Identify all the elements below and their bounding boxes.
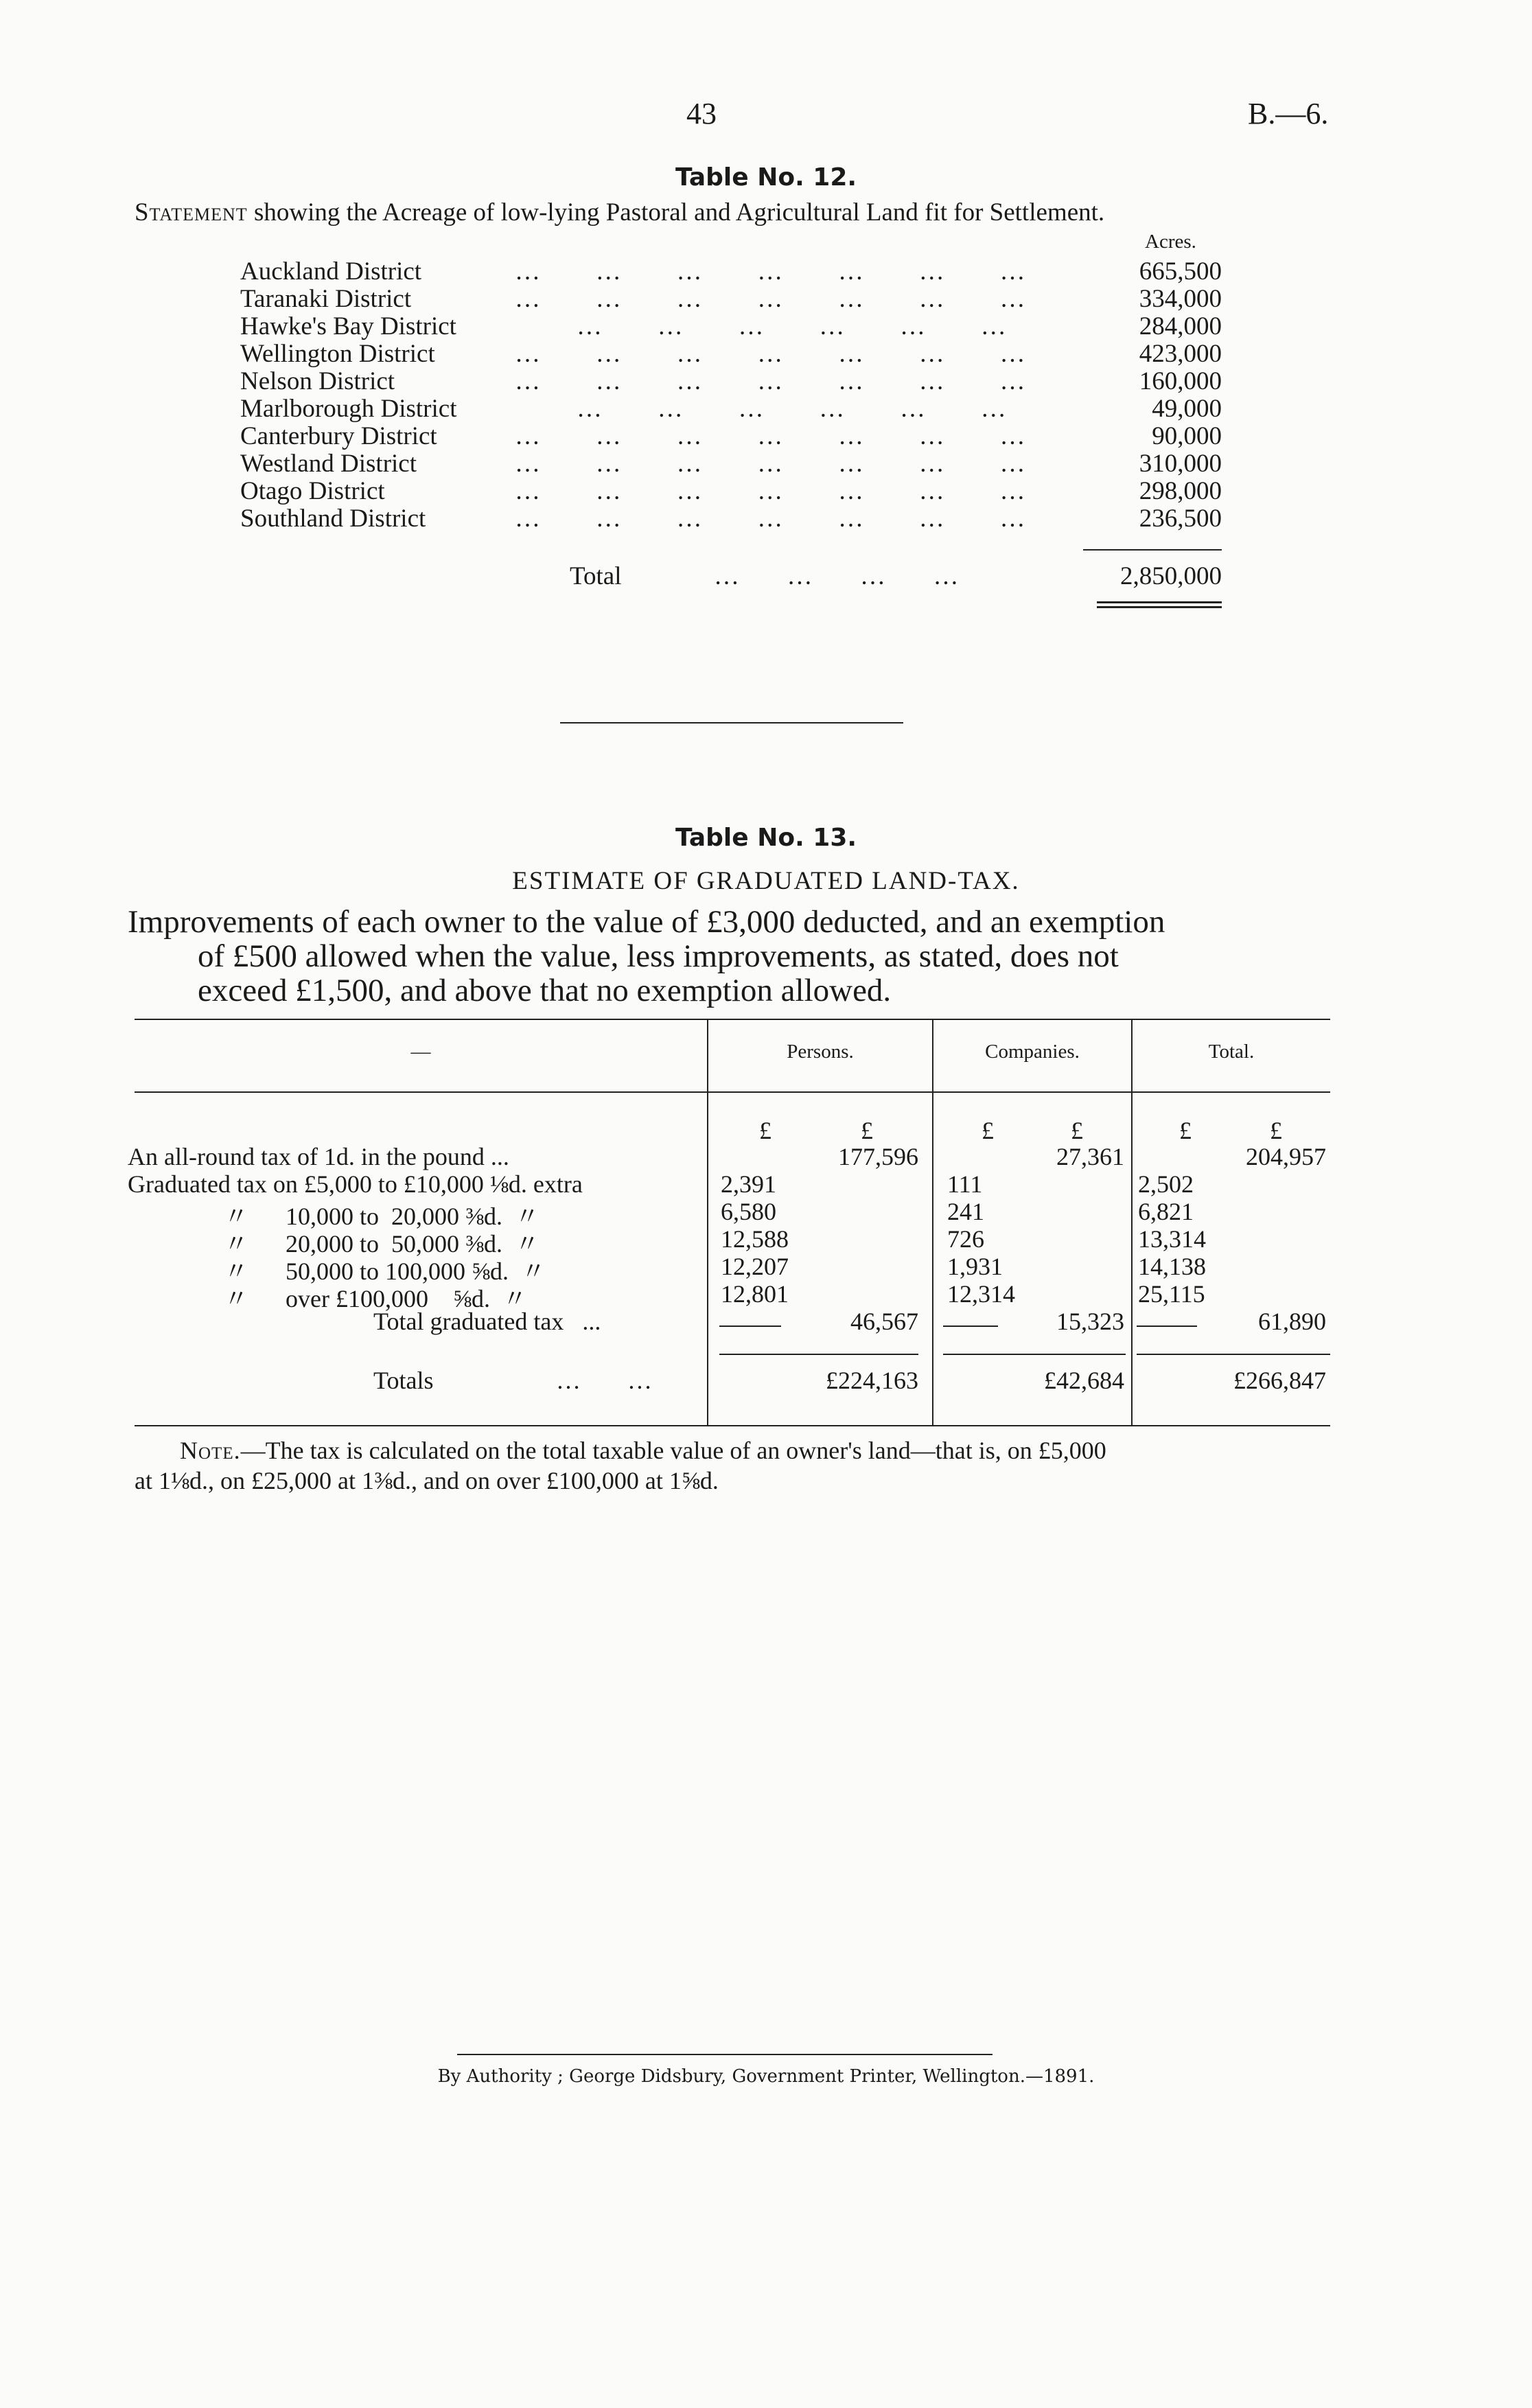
- district-acres: 423,000: [1139, 340, 1222, 368]
- totals-persons: £224,163: [826, 1367, 918, 1394]
- row-label: 〃 10,000 to 20,000 ⅜d. 〃: [224, 1203, 540, 1230]
- district-acres: 90,000: [1152, 422, 1222, 450]
- total-detail: 13,314: [1138, 1225, 1206, 1253]
- leader-dots: … … … … … …: [515, 312, 1008, 340]
- currency-mark: £: [982, 1117, 994, 1144]
- note-line-1: [180, 1436, 1106, 1465]
- district-acres: 334,000: [1139, 285, 1222, 313]
- companies-amount: 27,361: [1056, 1143, 1124, 1170]
- district-row: [240, 476, 1222, 504]
- total-detail: 6,821: [1138, 1198, 1194, 1225]
- district-row: [240, 367, 1222, 394]
- table12-title: Table No. 12.: [675, 163, 857, 192]
- table13-title: Table No. 13.: [675, 824, 857, 852]
- currency-mark: £: [861, 1117, 873, 1144]
- intro-line-3: exceed £1,500, and above that no exemption allowed.: [198, 973, 892, 1008]
- row-label: An all-round tax of 1d. in the pound ...: [128, 1143, 509, 1170]
- leader-dots: … … … … … … …: [515, 422, 1027, 450]
- page-number: 43: [686, 97, 717, 130]
- statement-lead: Statement: [135, 198, 248, 227]
- district-row: [240, 339, 1222, 367]
- leader-dots: … … … … … …: [515, 395, 1008, 423]
- district-name: Otago District: [240, 477, 385, 505]
- table13-top-rule: [135, 1019, 1330, 1020]
- note-line-2: at 1⅛d., on £25,000 at 1⅜d., and on over £100,000 at 1⅝d.: [135, 1467, 719, 1494]
- note-lead: Note.: [180, 1437, 241, 1464]
- persons-detail: 12,588: [721, 1225, 789, 1253]
- district-row: [240, 504, 1222, 531]
- footer-rule: [457, 2054, 993, 2055]
- col-divider-3: [1131, 1020, 1133, 1425]
- district-name: Nelson District: [240, 367, 395, 395]
- companies-detail: 12,314: [947, 1280, 1015, 1308]
- district-name: Marlborough District: [240, 395, 457, 423]
- table12-sum-rule: [1083, 549, 1222, 551]
- leader-dots: … … … … … … …: [515, 477, 1027, 505]
- persons-detail: 6,580: [721, 1198, 776, 1225]
- table12-total-value: 2,850,000: [1120, 562, 1222, 590]
- district-acres: 665,500: [1139, 257, 1222, 286]
- district-row: [240, 449, 1222, 476]
- persons-detail: 12,801: [721, 1280, 789, 1308]
- district-name: Southland District: [240, 505, 426, 533]
- district-name: Hawke's Bay District: [240, 312, 456, 340]
- district-acres: 236,500: [1139, 505, 1222, 533]
- companies-header: Companies.: [985, 1041, 1080, 1063]
- district-name: Westland District: [240, 450, 417, 478]
- row-label: 〃 50,000 to 100,000 ⅝d. 〃: [224, 1258, 546, 1285]
- district-name: Auckland District: [240, 257, 422, 286]
- stub-header: —: [410, 1041, 431, 1063]
- table13-bottom-rule: [135, 1425, 1330, 1426]
- district-name: Wellington District: [240, 340, 435, 368]
- companies-amount: 15,323: [1056, 1308, 1124, 1335]
- district-name: Taranaki District: [240, 285, 412, 313]
- leader-dots: … …: [556, 1367, 653, 1394]
- companies-detail: 726: [947, 1225, 984, 1253]
- statement-rest: showing the Acreage of low-lying Pastoral and Agricultural Land fit for Settlement.: [247, 198, 1105, 227]
- companies-total-rule: [943, 1354, 1126, 1355]
- total-header: Total.: [1208, 1041, 1255, 1063]
- district-acres: 298,000: [1139, 477, 1222, 505]
- leader-dots: … … … … … … …: [515, 450, 1027, 478]
- persons-amount: 46,567: [850, 1308, 918, 1335]
- district-row: [240, 394, 1222, 421]
- table12-total-row: [240, 562, 1222, 589]
- col-divider-2: [932, 1020, 933, 1425]
- district-acres: 160,000: [1139, 367, 1222, 395]
- totals-label: Totals: [373, 1367, 434, 1394]
- subtotal-dash: [719, 1325, 781, 1327]
- companies-detail: 111: [947, 1170, 983, 1198]
- currency-mark: £: [759, 1117, 771, 1144]
- intro-line-2: of £500 allowed when the value, less improvements, as stated, does not: [198, 938, 1119, 974]
- total-amount: 61,890: [1258, 1308, 1326, 1335]
- totals-total: £266,847: [1233, 1367, 1326, 1394]
- companies-detail: 1,931: [947, 1253, 1003, 1280]
- district-acres: 310,000: [1139, 450, 1222, 478]
- col-divider-1: [707, 1020, 708, 1425]
- total-detail: 25,115: [1138, 1280, 1205, 1308]
- note-text-1: —The tax is calculated on the total taxable value of an owner's land—that is, on £5,000: [240, 1437, 1106, 1464]
- persons-amount: 177,596: [838, 1143, 918, 1170]
- district-row: [240, 257, 1222, 284]
- currency-mark: £: [1071, 1117, 1083, 1144]
- persons-header: Persons.: [787, 1041, 854, 1063]
- table12-double-rule-2: [1097, 606, 1222, 608]
- leader-dots: … … … … … … …: [515, 367, 1027, 395]
- row-label: 〃 over £100,000 ⅝d. 〃: [224, 1285, 527, 1312]
- district-row: [240, 284, 1222, 312]
- total-detail: 14,138: [1138, 1253, 1206, 1280]
- district-row: [240, 421, 1222, 449]
- row-label: Graduated tax on £5,000 to £10,000 ⅛d. extra: [128, 1170, 583, 1198]
- district-row: [240, 312, 1222, 339]
- leader-dots: … … … … … … …: [515, 285, 1027, 313]
- acres-header: Acres.: [1145, 231, 1196, 253]
- district-name: Canterbury District: [240, 422, 437, 450]
- intro-line-1: Improvements of each owner to the value of £3,000 deducted, and an exemption: [128, 904, 1165, 940]
- persons-total-rule: [719, 1354, 918, 1355]
- district-acres: 284,000: [1139, 312, 1222, 340]
- leader-dots: … … … … … … …: [515, 340, 1027, 368]
- row-label: Total graduated tax ...: [373, 1308, 601, 1335]
- currency-mark: £: [1179, 1117, 1192, 1144]
- persons-detail: 2,391: [721, 1170, 776, 1198]
- table12-double-rule-1: [1097, 601, 1222, 603]
- leader-dots: … … … …: [714, 562, 960, 590]
- section-separator: [560, 722, 903, 723]
- persons-detail: 12,207: [721, 1253, 789, 1280]
- total-amount: 204,957: [1246, 1143, 1326, 1170]
- table13-subtitle: ESTIMATE OF GRADUATED LAND-TAX.: [512, 867, 1020, 895]
- total-detail: 2,502: [1138, 1170, 1194, 1198]
- total-total-rule: [1137, 1354, 1330, 1355]
- companies-detail: 241: [947, 1198, 984, 1225]
- table12-statement: [135, 198, 1104, 227]
- district-acres: 49,000: [1152, 395, 1222, 423]
- leader-dots: … … … … … … …: [515, 505, 1027, 533]
- currency-mark: £: [1270, 1117, 1282, 1144]
- table12-total-label: Total: [570, 562, 622, 590]
- subtotal-dash: [1137, 1325, 1197, 1327]
- leader-dots: … … … … … … …: [515, 257, 1027, 286]
- printer-imprint: By Authority ; George Didsbury, Government Printer, Wellington.—1891.: [437, 2066, 1095, 2087]
- totals-companies: £42,684: [1044, 1367, 1124, 1394]
- subtotal-dash: [943, 1325, 998, 1327]
- row-label: 〃 20,000 to 50,000 ⅜d. 〃: [224, 1230, 540, 1258]
- section-code: B.—6.: [1248, 97, 1329, 130]
- header-rule: [135, 1091, 1330, 1093]
